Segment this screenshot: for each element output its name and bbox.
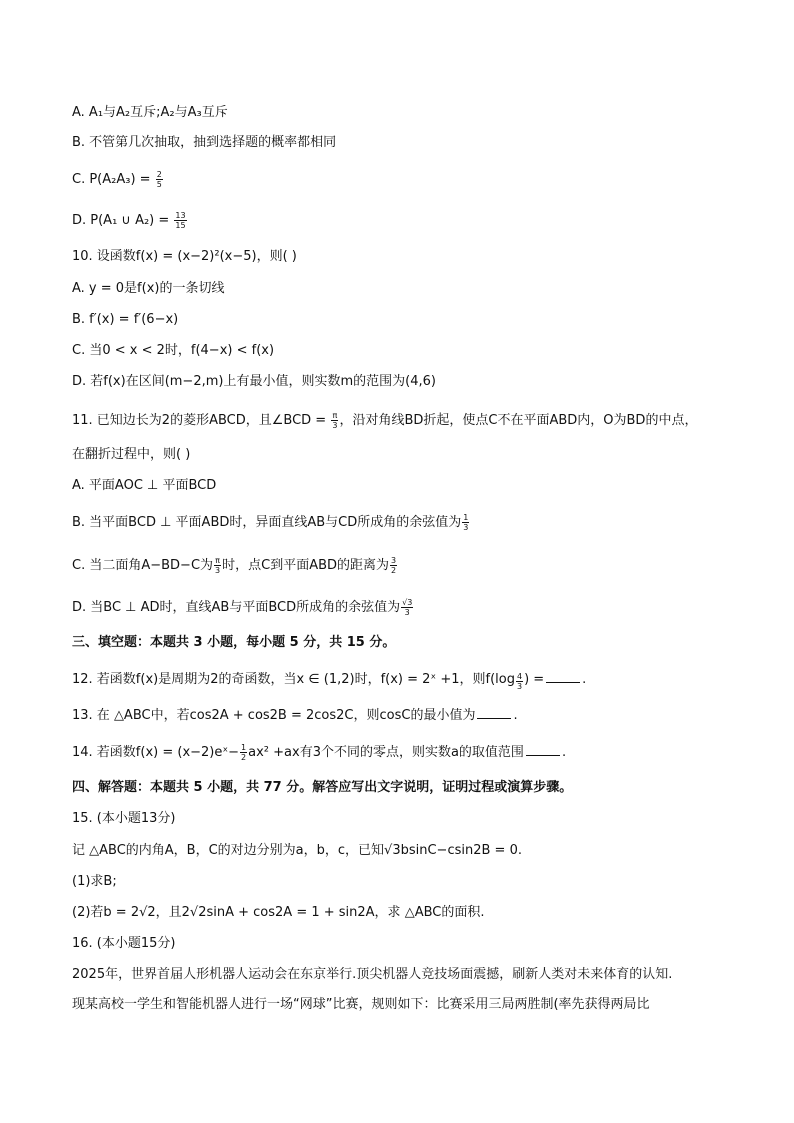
section-3-heading: 三、填空题：本题共 3 小题，每小题 5 分，共 15 分。	[72, 635, 396, 650]
q9-option-d: D. P(A₁ ∪ A₂) = $\frac{13}{15}$	[72, 211, 186, 230]
q15-stem: 记 △ABC的内角A，B，C的对边分别为a，b，c，已知√3bsinC−csin2B = 0.	[72, 843, 522, 858]
q14: 14. 若函数f(x) = (x−2)eˣ− $\frac{1}{2}$ ax² +ax有3个不同的零点，则实数a的取值范围 .	[72, 743, 567, 762]
q11-option-a: A. 平面AOC ⊥ 平面BCD	[72, 478, 217, 493]
q10-option-c: C. 当0 < x < 2时，f(4−x) < f(x)	[72, 343, 275, 358]
q11-option-d: D. 当BC ⊥ AD时，直线AB与平面BCD所成角的余弦值为 $\frac{√3}{3}$	[72, 598, 413, 617]
q16-line2: 现某高校一学生和智能机器人进行一场“网球”比赛，规则如下：比赛采用三局两胜制(率先获得两局比	[72, 997, 650, 1012]
q10-option-a: A. y = 0是f(x)的一条切线	[72, 281, 225, 296]
q15-part1: (1)求B;	[72, 874, 117, 889]
answer-blank[interactable]	[477, 706, 511, 719]
fraction: $\frac{13}{15}$	[175, 211, 186, 230]
fraction: $\frac{\pi}{3}$	[332, 411, 338, 430]
section-4-heading: 四、解答题：本题共 5 小题，共 77 分。解答应写出文字说明，证明过程或演算步骤。	[72, 780, 573, 795]
q10-stem: 10. 设函数f(x) = (x−2)²(x−5)，则( )	[72, 249, 297, 264]
answer-blank[interactable]	[546, 670, 580, 683]
fraction: $\frac{4}{3}$	[516, 672, 523, 691]
q15-part2: (2)若b = 2√2，且2√2sinA + cos2A = 1 + sin2A，求 △ABC的面积.	[72, 905, 485, 920]
fraction: $\frac{3}{2}$	[391, 556, 397, 575]
fraction: $\frac{\pi}{3}$	[215, 556, 221, 575]
q12: 12. 若函数f(x)是周期为2的奇函数，当x ∈ (1,2)时，f(x) = 2ˣ +1，则f(log $\frac{4}{3}$ ) = .	[72, 672, 587, 691]
q9-option-c: C. P(A₂A₃) = $\frac{2}{5}$	[72, 170, 162, 189]
q15-title: 15. (本小题13分)	[72, 811, 176, 826]
q11-stem-line2: 在翻折过程中，则( )	[72, 447, 191, 462]
q10-option-b: B. f′(x) = f′(6−x)	[72, 312, 179, 327]
q13: 13. 在 △ABC中，若cos2A + cos2B = 2cos2C，则cosC的最小值为 .	[72, 708, 518, 723]
q11-option-c: C. 当二面角A−BD−C为 $\frac{\pi}{3}$ 时，点C到平面ABD的距离为 $\frac{3}{2}$	[72, 556, 397, 575]
q16-title: 16. (本小题15分)	[72, 936, 176, 951]
q9-option-b: B. 不管第几次抽取，抽到选择题的概率都相同	[72, 135, 337, 150]
answer-blank[interactable]	[526, 743, 560, 756]
q11-stem: 11. 已知边长为2的菱形ABCD，且∠BCD = $\frac{\pi}{3}$ ，沿对角线BD折起，使点C不在平面ABD内，O为BD的中点，	[72, 411, 698, 430]
fraction: $\frac{1}{2}$	[241, 743, 247, 762]
q16-line1: 2025年，世界首届人形机器人运动会在东京举行.顶尖机器人竞技场面震撼，刷新人类对未来体育的认知.	[72, 967, 673, 982]
fraction: $\frac{√3}{3}$	[402, 598, 413, 617]
fraction: $\frac{1}{3}$	[463, 513, 469, 532]
q11-option-b: B. 当平面BCD ⊥ 平面ABD时，异面直线AB与CD所成角的余弦值为 $\frac{1}{3}$	[72, 513, 469, 532]
q10-option-d: D. 若f(x)在区间(m−2,m)上有最小值，则实数m的范围为(4,6)	[72, 374, 436, 389]
q9-option-a: A. A₁与A₂互斥;A₂与A₃互斥	[72, 105, 228, 120]
fraction: $\frac{2}{5}$	[156, 170, 162, 189]
